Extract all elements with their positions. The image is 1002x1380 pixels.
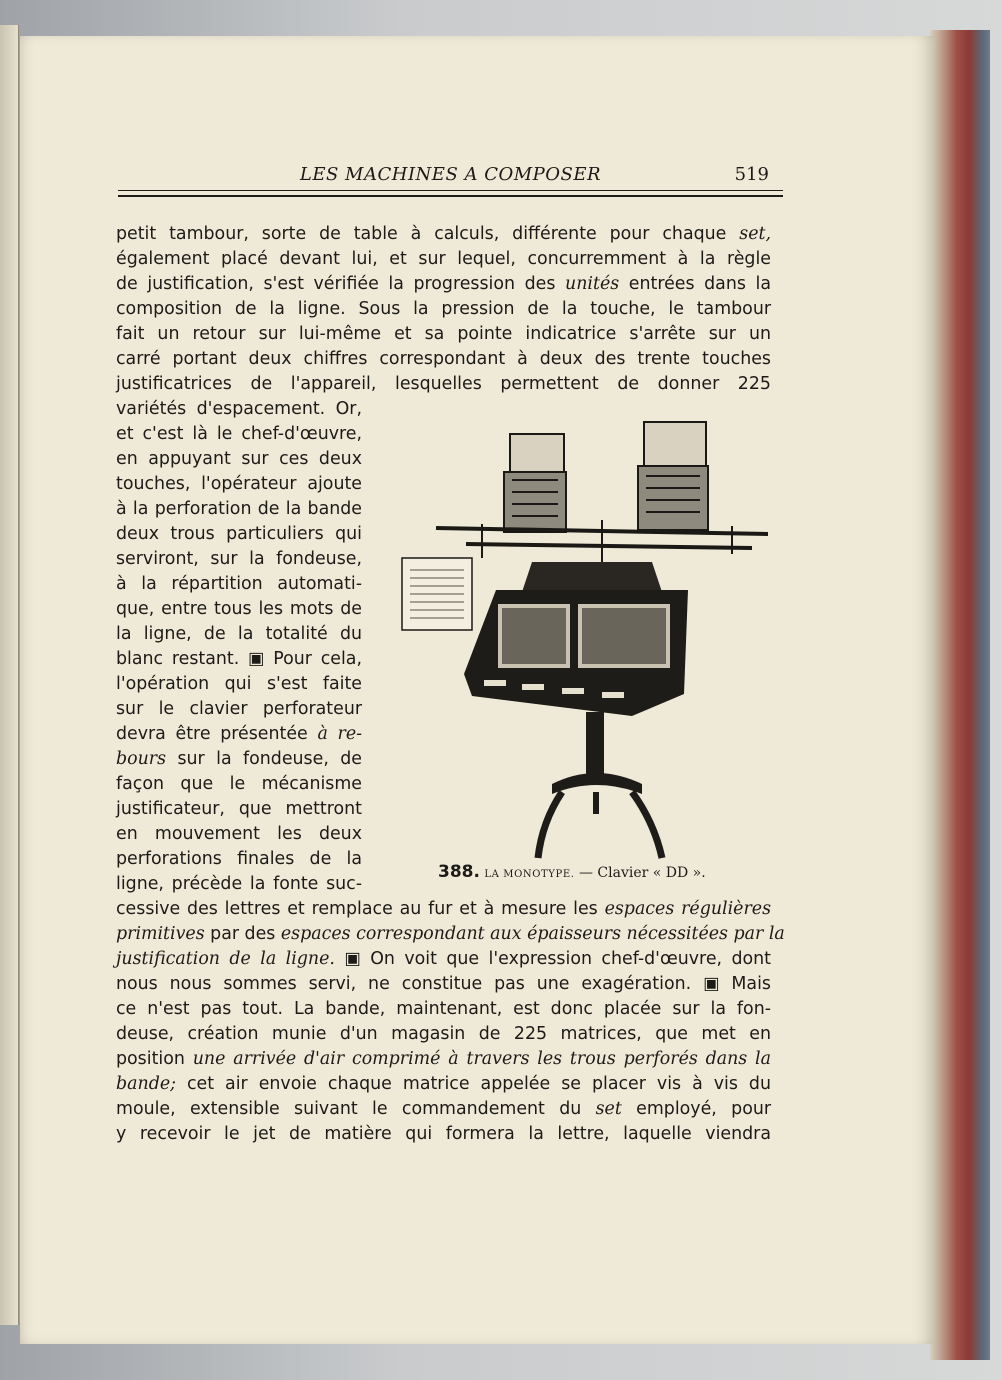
monotype-illustration (392, 412, 784, 870)
paragraph-mark-icon: ▣ (703, 974, 720, 994)
text-line: l'opération qui s'est faite (116, 674, 362, 694)
text-line: justification de la ligne. ▣ On voit que l'expression chef-d'œuvre, dont (116, 949, 772, 969)
text-line: façon que le mécanisme (116, 774, 362, 794)
book-edge-right (930, 30, 990, 1360)
text-line: de justification, s'est vérifiée la progression des unités entrées dans la (116, 274, 771, 294)
text-line: composition de la ligne. Sous la pression de la touche, le tambour (116, 299, 771, 319)
text-line: serviront, sur la fondeuse, (116, 549, 362, 569)
text-line: perforations finales de la (116, 849, 362, 869)
text-line: en mouvement les deux (116, 824, 362, 844)
text-line: moule, extensible suivant le commandement du set employé, pour (116, 1099, 772, 1119)
text-line: touches, l'opérateur ajoute (116, 474, 362, 494)
text-line: à la répartition automati- (116, 574, 362, 594)
figure-title: LA MONOTYPE. (484, 869, 575, 880)
running-head-title: LES MACHINES A COMPOSER (299, 164, 602, 185)
figure-caption (438, 862, 778, 882)
text-line: petit tambour, sorte de table à calculs, différente pour chaque set, (116, 224, 771, 244)
page-number: 519 (734, 164, 769, 185)
text-line: ligne, précède la fonte suc- (116, 874, 362, 894)
monotype-keyboard-machine-icon (392, 412, 784, 870)
figure-subtitle: — Clavier « DD ». (578, 865, 706, 881)
text-line: que, entre tous les mots de (116, 599, 362, 619)
text-line: justificatrices de l'appareil, lesquelles permettent de donner 225 (116, 374, 771, 394)
running-head (118, 160, 783, 200)
text-line: variétés d'espacement. Or, (116, 399, 362, 419)
text-line: bours sur la fondeuse, de (116, 749, 362, 769)
text-line: à la perforation de la bande (116, 499, 362, 519)
text-line: cessive des lettres et remplace au fur et à mesure les espaces régulières (116, 899, 771, 919)
text-line: en appuyant sur ces deux (116, 449, 362, 469)
paragraph-mark-icon: ▣ (248, 649, 265, 669)
text-line: bande; cet air envoie chaque matrice appelée se placer vis à vis du (116, 1074, 771, 1094)
text-line: deux trous particuliers qui (116, 524, 362, 544)
text-line: ce n'est pas tout. La bande, maintenant, est donc placée sur la fon- (116, 999, 771, 1019)
text-line: justificateur, que mettront (116, 799, 362, 819)
text-line: y recevoir le jet de matière qui formera la lettre, laquelle viendra (116, 1124, 771, 1144)
text-line: devra être présentée à re- (116, 724, 362, 744)
text-line: carré portant deux chiffres correspondant à deux des trente touches (116, 349, 771, 369)
paragraph-mark-icon: ▣ (344, 949, 361, 969)
text-line: sur le clavier perforateur (116, 699, 362, 719)
text-line: blanc restant. ▣ Pour cela, (116, 649, 362, 669)
text-line: nous nous sommes servi, ne constitue pas une exagération. ▣ Mais (116, 974, 771, 994)
previous-page-edge (0, 25, 19, 1325)
header-rule-thin (118, 190, 783, 191)
text-line: fait un retour sur lui-même et sa pointe indicatrice s'arrête sur un (116, 324, 771, 344)
text-line: la ligne, de la totalité du (116, 624, 362, 644)
text-line: deuse, création munie d'un magasin de 225 matrices, que met en (116, 1024, 771, 1044)
text-line: et c'est là le chef-d'œuvre, (116, 424, 362, 444)
text-line: position une arrivée d'air comprimé à travers les trous perforés dans la (116, 1049, 771, 1069)
text-line: primitives par des espaces correspondant aux épaisseurs nécessitées par la (116, 924, 785, 944)
figure-number: 388. (438, 862, 480, 882)
header-rule-thick (118, 195, 783, 197)
text-line: également placé devant lui, et sur lequel, concurremment à la règle (116, 249, 771, 269)
